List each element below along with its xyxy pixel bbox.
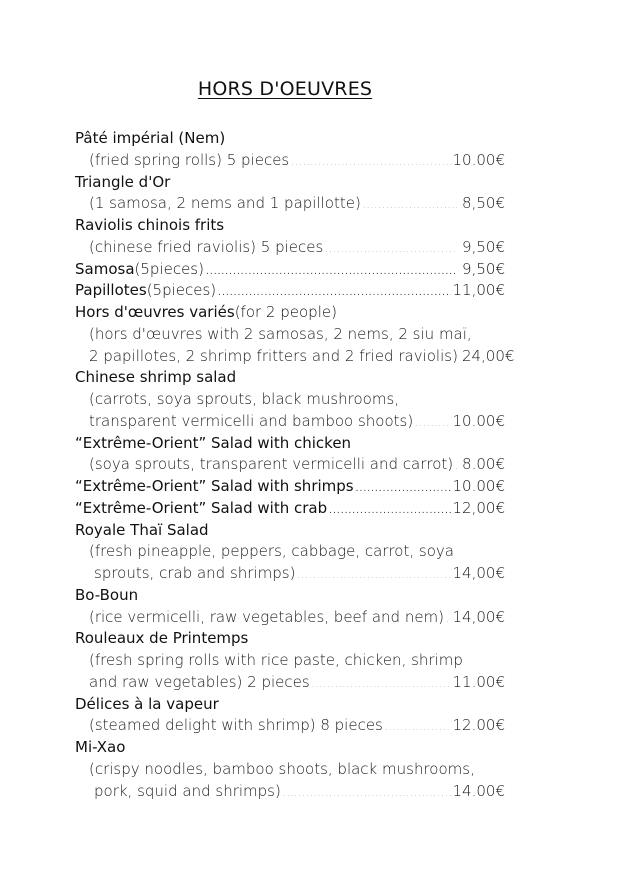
menu-item-description	[75, 193, 505, 215]
item-name: Papillotes	[75, 281, 147, 300]
menu-item-description	[75, 411, 505, 433]
menu-item-name	[75, 302, 505, 324]
menu-item-name	[75, 498, 505, 520]
menu-list	[75, 128, 515, 802]
item-note: (5pieces)	[134, 259, 204, 278]
item-name: “Extrême-Orient” Salad with shrimps	[75, 477, 354, 495]
page-title: HORS D'OEUVRES	[197, 78, 373, 100]
menu-item-name	[75, 628, 505, 650]
item-price: 14,00€	[452, 564, 505, 582]
menu-item-name	[75, 172, 505, 194]
dot-leader	[446, 610, 450, 632]
item-name: Raviolis chinois frits	[75, 216, 225, 234]
item-price: 11.00€	[452, 672, 505, 691]
item-description: (steamed delight with shrimp) 8 pieces	[89, 716, 383, 735]
menu-item-name	[75, 694, 505, 716]
item-name: Bo-Boun	[75, 585, 139, 604]
item-name: Chinese shrimp salad	[75, 368, 237, 387]
item-price: 12.00€	[452, 716, 505, 735]
menu-item-description	[75, 389, 505, 411]
menu-item-description	[75, 237, 505, 259]
item-name: Hors d'œuvres variés	[75, 303, 235, 321]
menu-item-name	[75, 433, 505, 455]
item-description: (rice vermicelli, raw vegetables, beef and nem)	[89, 607, 445, 626]
item-description: (fresh pineapple, peppers, cabbage, carrot, soya	[89, 542, 454, 561]
menu-item-description	[75, 541, 505, 563]
dot-leader	[385, 718, 451, 740]
dot-leader	[206, 262, 457, 284]
menu-item-name	[75, 476, 505, 498]
item-description: (crispy noodles, bamboo shoots, black mushrooms,	[89, 759, 475, 778]
item-name: Délices à la vapeur	[75, 694, 219, 713]
menu-item-description	[75, 781, 505, 803]
item-name: Rouleaux de Printemps	[75, 629, 249, 648]
menu-item-description	[75, 650, 505, 672]
menu-item-description	[75, 759, 505, 781]
menu-item-name	[75, 737, 505, 759]
menu-item-name	[75, 259, 505, 281]
menu-item-name	[75, 367, 505, 389]
item-price: 10.00€	[452, 477, 505, 495]
dot-leader	[329, 501, 450, 523]
item-price: 12,00€	[452, 498, 505, 517]
item-price: 14.00€	[452, 781, 505, 800]
item-price: 9,50€	[462, 259, 505, 278]
item-price: 10.00€	[452, 411, 505, 430]
menu-item-name	[75, 520, 505, 542]
item-price: 11,00€	[452, 281, 505, 300]
item-description: (soya sprouts, transparent vermicelli and carrot)	[89, 455, 454, 474]
menu-item-description	[75, 672, 505, 694]
item-description: (chinese fried raviolis) 5 pieces	[89, 237, 324, 256]
menu-item-description	[75, 150, 505, 172]
item-description: transparent vermicelli and bamboo shoots)	[89, 411, 414, 430]
item-name: “Extrême-Orient” Salad with crab	[75, 498, 328, 517]
item-description: pork, squid and shrimps)	[94, 781, 281, 800]
item-price: 14,00€	[452, 607, 505, 626]
dot-leader	[312, 675, 451, 697]
menu-item-description	[75, 563, 505, 585]
item-name: Samosa	[75, 259, 135, 278]
item-price: 9,50€	[462, 237, 505, 256]
dot-leader	[415, 414, 450, 436]
item-description: and raw vegetables) 2 pieces	[89, 672, 310, 691]
item-name: “Extrême-Orient” Salad with chicken	[75, 433, 352, 452]
menu-item-name	[75, 128, 505, 150]
item-name: Mi-Xao	[75, 738, 126, 756]
item-price: 8,50€	[462, 194, 505, 213]
dot-leader	[283, 784, 451, 806]
item-note: (for 2 people)	[234, 303, 337, 321]
menu-item-description	[75, 715, 505, 737]
item-description: (fresh spring rolls with rice paste, chicken, shrimp	[89, 651, 463, 669]
item-price: 10.00€	[452, 150, 505, 169]
dot-leader	[297, 566, 450, 588]
menu-item-description	[75, 346, 515, 368]
menu-item-description	[75, 324, 505, 346]
menu-item-name	[75, 280, 505, 302]
dot-leader	[325, 240, 457, 262]
item-description: (carrots, soya sprouts, black mushrooms,	[89, 390, 400, 408]
item-note: (5pieces)	[146, 281, 217, 300]
dot-leader	[291, 153, 450, 175]
item-description: 2 papillotes, 2 shrimp fritters and 2 fried raviolis)	[89, 346, 458, 365]
dot-leader	[356, 479, 451, 501]
item-name: Triangle d'Or	[75, 172, 171, 191]
item-name: Pâté impérial (Nem)	[75, 129, 226, 147]
menu-item-description	[75, 607, 505, 629]
dot-leader	[363, 196, 457, 218]
menu-item-description	[75, 454, 505, 476]
item-price: 8.00€	[462, 455, 505, 474]
item-description: (1 samosa, 2 nems and 1 papillotte)	[89, 194, 361, 213]
menu-item-name	[75, 585, 505, 607]
item-name: Royale Thaï Salad	[75, 520, 209, 539]
menu-item-name	[75, 215, 505, 237]
item-description: sprouts, crab and shrimps)	[94, 564, 296, 582]
item-description: (fried spring rolls) 5 pieces	[89, 150, 290, 169]
item-price: 24,00€	[461, 346, 515, 365]
item-description: (hors d'œuvres with 2 samosas, 2 nems, 2 siu maï,	[89, 324, 472, 343]
